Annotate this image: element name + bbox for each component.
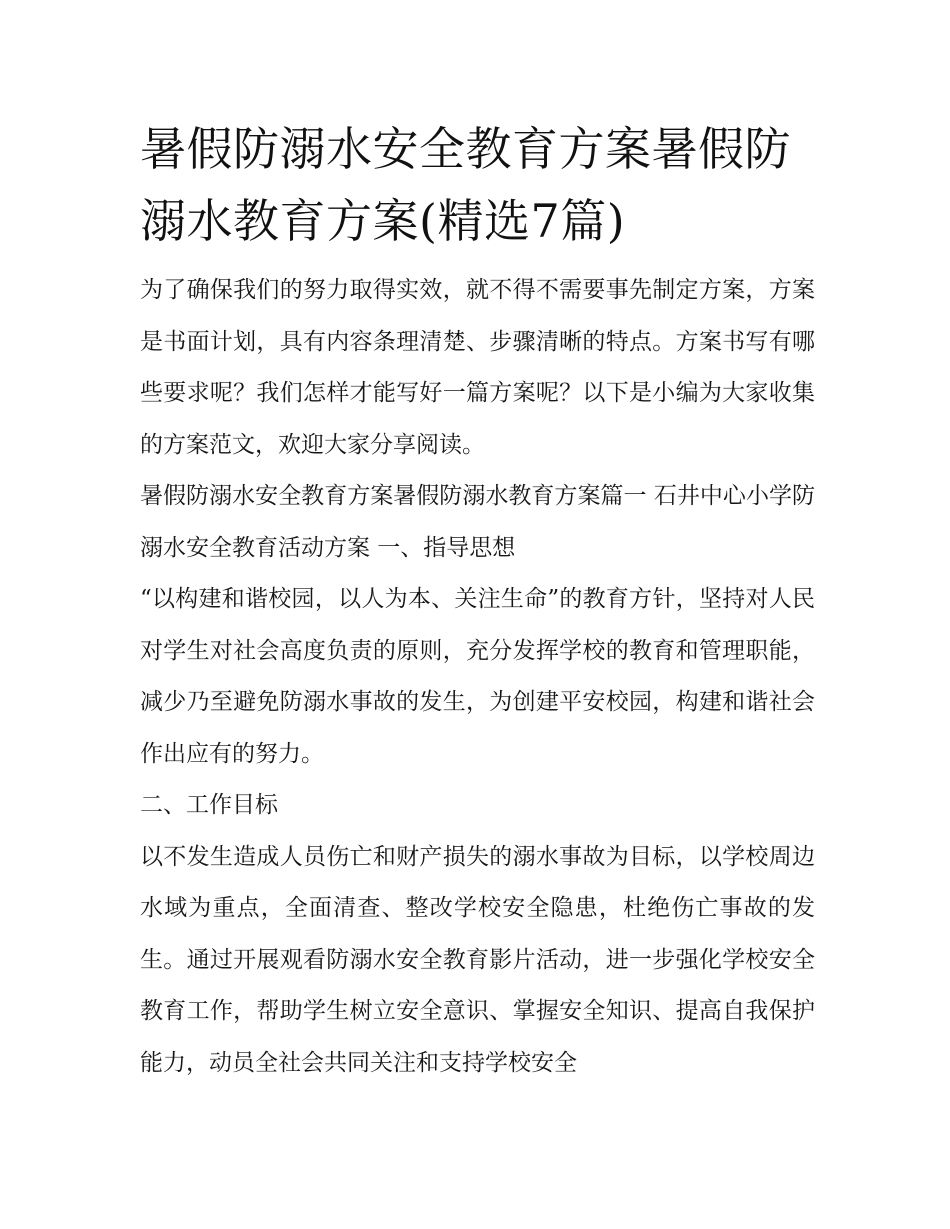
- document-title: 暑假防溺水安全教育方案暑假防溺水教育方案(精选7篇): [140, 122, 791, 248]
- document-content: [140, 113, 815, 1089]
- paragraph-section-heading: 暑假防溺水安全教育方案暑假防溺水教育方案篇一 石井中心小学防溺水安全教育活动方案 一、指导思想: [140, 483, 815, 561]
- paragraph-goals-heading: 二、工作目标: [140, 792, 278, 818]
- paragraph-guiding-principle: “以构建和谐校园，以人为本、关注生命”的教育方针，坚持对人民对学生对社会高度负责的原则，充分发挥学校的教育和管理职能，减少乃至避免防溺水事故的发生，为创建平安校园，构建和谐社会作出应有的努力。: [140, 586, 815, 767]
- document-body: [140, 265, 815, 1089]
- paragraph-intro: 为了确保我们的努力取得实效，就不得不需要事先制定方案，方案是书面计划，具有内容条理清楚、步骤清晰的特点。方案书写有哪些要求呢？我们怎样才能写好一篇方案呢？以下是小编为大家收集的方案范文，欢迎大家分享阅读。: [140, 277, 815, 458]
- paragraph-goals: 以不发生造成人员伤亡和财产损失的溺水事故为目标，以学校周边水域为重点，全面清查、整改学校安全隐患，杜绝伤亡事故的发生。通过开展观看防溺水安全教育影片活动，进一步强化学校安全教育工作，帮助学生树立安全意识、掌握安全知识、提高自我保护能力，动员全社会共同关注和支持学校安全: [140, 843, 815, 1076]
